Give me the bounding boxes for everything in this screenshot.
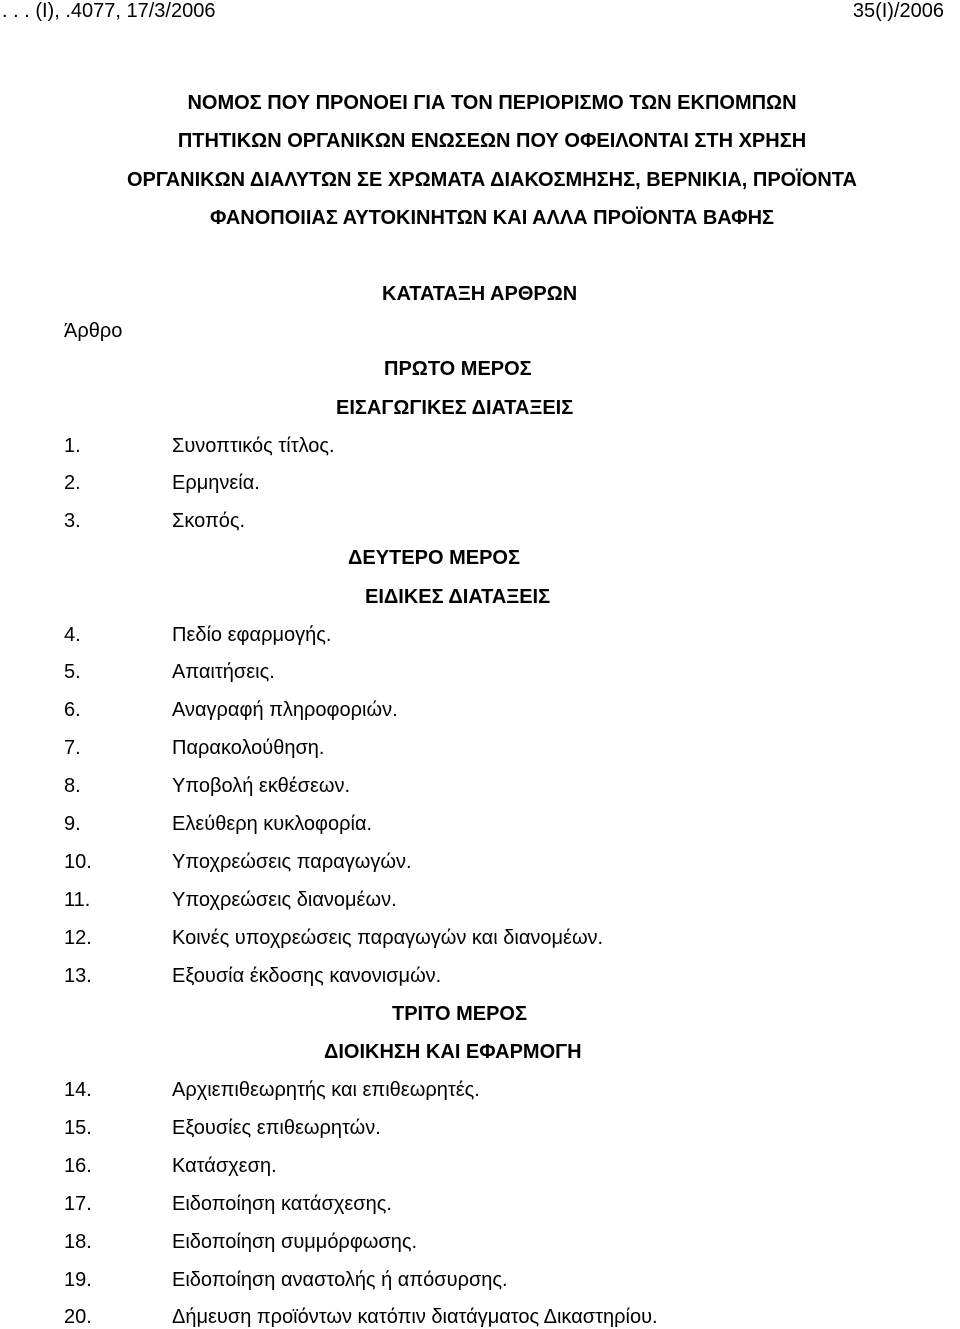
article-number: 20. <box>64 1306 92 1328</box>
article-title: Δήμευση προϊόντων κατόπιν διατάγματος Δικαστηρίου. <box>172 1306 658 1328</box>
article-number: 15. <box>64 1117 92 1139</box>
article-title: Εξουσία έκδοσης κανονισμών. <box>172 965 442 987</box>
article-title: Υποβολή εκθέσεων. <box>172 775 351 797</box>
part-subtitle: ΕΙΔΙΚΕΣ ΔΙΑΤΑΞΕΙΣ <box>365 586 551 608</box>
article-number: 13. <box>64 965 92 987</box>
article-title: Αναγραφή πληροφοριών. <box>172 699 398 721</box>
article-title: Κατάσχεση. <box>172 1155 277 1177</box>
article-number: 14. <box>64 1079 92 1101</box>
article-title: Ελεύθερη κυκλοφορία. <box>172 813 373 835</box>
gazette-reference: . . . (I), .4077, 17/3/2006 <box>2 0 216 22</box>
article-number: 8. <box>64 775 81 797</box>
article-column-label: Άρθρο <box>64 320 123 342</box>
article-title: Υποχρεώσεις διανομέων. <box>172 889 397 911</box>
article-number: 19. <box>64 1269 92 1291</box>
law-title-line-3: ΟΡΓΑΝΙΚΩΝ ΔΙΑΛΥΤΩΝ ΣΕ ΧΡΩΜΑΤΑ ΔΙΑΚΟΣΜΗΣΗΣ, ΒΕΡΝΙΚΙΑ, ΠΡΟΪΟΝΤΑ <box>127 169 857 191</box>
article-number: 2. <box>64 472 81 494</box>
article-title: Ειδοποίηση συμμόρφωσης. <box>172 1231 418 1253</box>
article-number: 4. <box>64 624 81 646</box>
part-heading: ΔΕΥΤΕΡΟ ΜΕΡΟΣ <box>348 547 520 569</box>
law-number: 35(I)/2006 <box>852 0 944 22</box>
part-subtitle: ΕΙΣΑΓΩΓΙΚΕΣ ΔΙΑΤΑΞΕΙΣ <box>336 397 574 419</box>
article-title: Σκοπός. <box>172 510 246 532</box>
part-subtitle: ΔΙΟΙΚΗΣΗ ΚΑΙ ΕΦΑΡΜΟΓΗ <box>324 1041 582 1063</box>
law-title-line-1: ΝΟΜΟΣ ΠΟΥ ΠΡΟΝΟΕΙ ΓΙΑ ΤΟΝ ΠΕΡΙΟΡΙΣΜΟ ΤΩΝ ΕΚΠΟΜΠΩΝ <box>187 92 797 114</box>
article-title: Αρχιεπιθεωρητής και επιθεωρητές. <box>172 1079 480 1101</box>
arrangement-heading: ΚΑΤΑΤΑΞΗ ΑΡΘΡΩΝ <box>382 283 578 305</box>
article-number: 17. <box>64 1193 92 1215</box>
article-number: 9. <box>64 813 81 835</box>
article-number: 5. <box>64 661 81 683</box>
article-title: Ειδοποίηση αναστολής ή απόσυρσης. <box>172 1269 508 1291</box>
article-number: 10. <box>64 851 92 873</box>
article-title: Πεδίο εφαρμογής. <box>172 624 332 646</box>
law-title-line-2: ΠΤΗΤΙΚΩΝ ΟΡΓΑΝΙΚΩΝ ΕΝΩΣΕΩΝ ΠΟΥ ΟΦΕΙΛΟΝΤΑΙ ΣΤΗ ΧΡΗΣΗ <box>177 130 807 152</box>
part-heading: ΤΡΙΤΟ ΜΕΡΟΣ <box>392 1003 527 1025</box>
article-number: 18. <box>64 1231 92 1253</box>
article-title: Παρακολούθηση. <box>172 737 325 759</box>
article-number: 11. <box>64 889 91 911</box>
article-title: Απαιτήσεις. <box>172 661 275 683</box>
article-number: 1. <box>64 435 81 457</box>
article-number: 7. <box>64 737 81 759</box>
article-title: Κοινές υποχρεώσεις παραγωγών και διανομέων. <box>172 927 604 949</box>
article-title: Εξουσίες επιθεωρητών. <box>172 1117 381 1139</box>
article-number: 6. <box>64 699 81 721</box>
article-title: Ειδοποίηση κατάσχεσης. <box>172 1193 392 1215</box>
law-title-line-4: ΦΑΝΟΠΟΙΙΑΣ ΑΥΤΟΚΙΝΗΤΩΝ ΚΑΙ ΑΛΛΑ ΠΡΟΪΟΝΤΑ ΒΑΦΗΣ <box>209 207 775 229</box>
article-title: Συνοπτικός τίτλος. <box>172 435 335 457</box>
article-title: Υποχρεώσεις παραγωγών. <box>172 851 412 873</box>
article-title: Ερμηνεία. <box>172 472 260 494</box>
part-heading: ΠΡΩΤΟ ΜΕΡΟΣ <box>384 358 532 380</box>
article-number: 12. <box>64 927 92 949</box>
article-number: 3. <box>64 510 81 532</box>
article-number: 16. <box>64 1155 92 1177</box>
